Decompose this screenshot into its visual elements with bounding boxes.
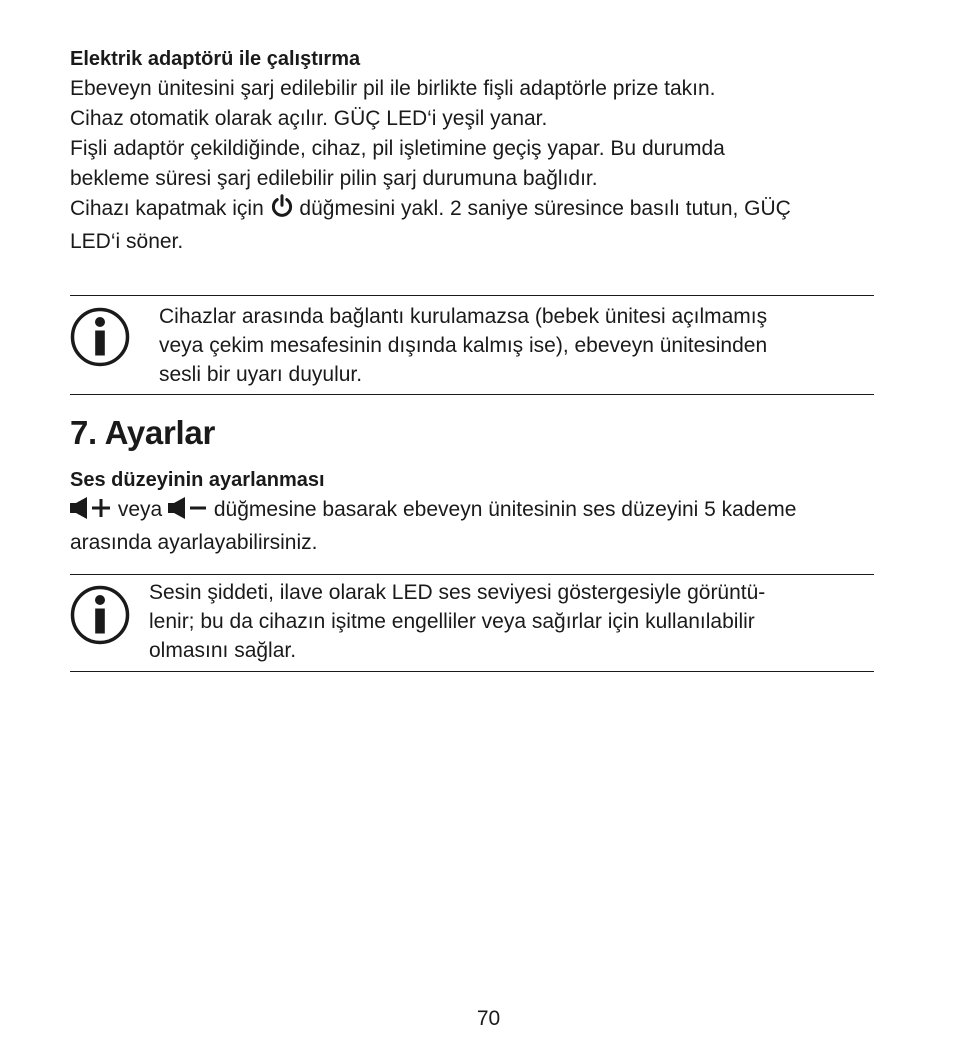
volume-line-1-middle: veya [112, 498, 169, 521]
adapter-body [70, 74, 874, 257]
adapter-line-5-after: düğmesini yakl. 2 saniye süresince basılı tutun, GÜÇ [293, 197, 791, 220]
adapter-section [70, 44, 874, 257]
volume-line-1 [70, 495, 874, 528]
power-icon [270, 194, 294, 227]
note-volume-line-1: Sesin şiddeti, ilave olarak LED ses seviyesi göstergesiyle görüntü- [149, 581, 766, 604]
manual-page [70, 44, 874, 672]
adapter-line-5-before: Cihazı kapatmak için [70, 197, 270, 220]
volume-line-2: arasında ayarlayabilirsiniz. [70, 531, 318, 554]
section-title-settings: 7. Ayarlar [70, 414, 215, 451]
volume-heading: Ses düzeyinin ayarlanması [70, 469, 325, 491]
info-note-connection [70, 295, 874, 395]
adapter-line-1: Ebeveyn ünitesini şarj edilebilir pil ile birlikte fişli adaptörle prize takın. [70, 77, 716, 100]
info-icon [70, 585, 130, 650]
note-volume-line-3: olmasını sağlar. [149, 639, 297, 662]
volume-line-1-after: düğmesine basarak ebeveyn ünitesinin ses düzeyini 5 kademe [208, 498, 797, 521]
adapter-heading: Elektrik adaptörü ile çalıştırma [70, 48, 361, 70]
adapter-line-2: Cihaz otomatik olarak açılır. GÜÇ LED‘i yeşil yanar. [70, 107, 548, 130]
adapter-line-4: bekleme süresi şarj edilebilir pilin şarj durumuna bağlıdır. [70, 167, 598, 190]
note-volume-text [149, 578, 874, 665]
volume-up-icon [70, 497, 112, 528]
adapter-line-5 [70, 194, 874, 227]
note-connection-text [159, 302, 874, 389]
adapter-line-6: LED‘i söner. [70, 230, 184, 253]
volume-body [70, 495, 874, 558]
note-connection-line-2: veya çekim mesafesinin dışında kalmış ise), ebeveyn ünitesinden [159, 334, 768, 357]
info-note-volume [70, 574, 874, 672]
info-icon [70, 307, 130, 372]
note-volume-line-2: lenir; bu da cihazın işitme engelliler veya sağırlar için kullanılabilir [149, 610, 755, 633]
adapter-line-3: Fişli adaptör çekildiğinde, cihaz, pil işletimine geçiş yapar. Bu durumda [70, 137, 725, 160]
note-connection-line-1: Cihazlar arasında bağlantı kurulamazsa (bebek ünitesi açılmamış [159, 305, 768, 328]
page-number: 70 [476, 1007, 501, 1030]
volume-down-icon [168, 497, 208, 528]
note-connection-line-3: sesli bir uyarı duyulur. [159, 363, 363, 386]
